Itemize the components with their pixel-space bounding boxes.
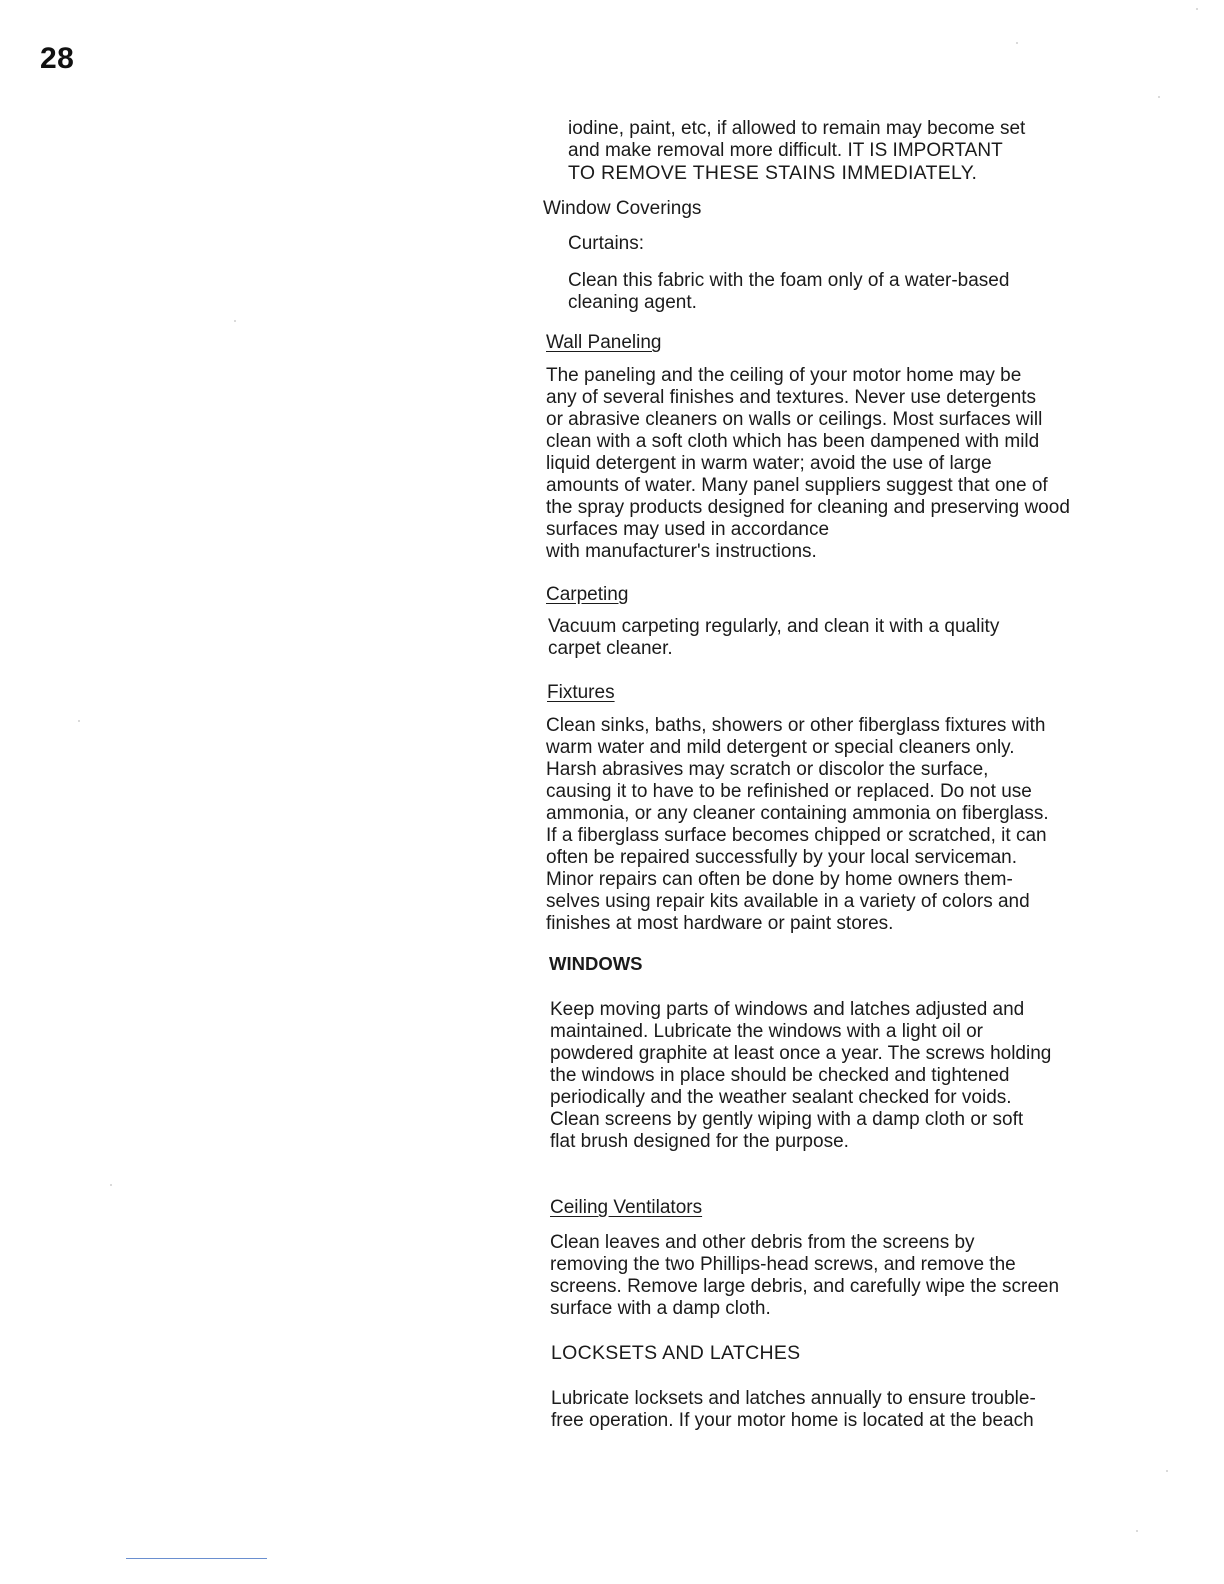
locksets-paragraph (551, 1388, 1036, 1432)
wall-paneling-line: surfaces may used in accordance (546, 519, 830, 540)
locksets-heading: LOCKSETS AND LATCHES (551, 1342, 801, 1364)
windows-line: periodically and the weather sealant checked for voids. (550, 1087, 1012, 1108)
fixtures-line: finishes at most hardware or paint stores. (546, 913, 894, 934)
intro-line: iodine, paint, etc, if allowed to remain may become set (568, 118, 1026, 139)
wall-paneling-line: the spray products designed for cleaning and preserving wood (546, 497, 1070, 518)
scan-speck (1158, 96, 1160, 98)
fixtures-paragraph (546, 715, 1049, 935)
scan-speck (234, 320, 236, 322)
scan-speck (1136, 1530, 1138, 1532)
curtains-line: Clean this fabric with the foam only of a water-based (568, 270, 1010, 291)
fixtures-line: causing it to have to be refinished or replaced. Do not use (546, 781, 1032, 802)
fixtures-line: Clean sinks, baths, showers or other fiberglass fixtures with (546, 715, 1046, 736)
carpeting-line: Vacuum carpeting regularly, and clean it with a quality (548, 616, 1000, 637)
wall-paneling-paragraph (546, 365, 1070, 563)
wall-paneling-line: liquid detergent in warm water; avoid the use of large (546, 453, 992, 474)
windows-line: Clean screens by gently wiping with a damp cloth or soft (550, 1109, 1024, 1130)
fixtures-heading: Fixtures (547, 682, 615, 703)
fixtures-line: often be repaired successfully by your local serviceman. (546, 847, 1018, 868)
fixtures-line: warm water and mild detergent or special cleaners only. (546, 737, 1015, 758)
curtains-subheading: Curtains: (568, 233, 645, 254)
locksets-line: free operation. If your motor home is located at the beach (551, 1410, 1034, 1431)
scan-speck (1166, 1470, 1168, 1472)
scan-speck (1196, 8, 1198, 10)
fixtures-line: Minor repairs can often be done by home owners them- (546, 869, 1013, 890)
windows-line: maintained. Lubricate the windows with a light oil or (550, 1021, 984, 1042)
windows-heading: WINDOWS (549, 953, 643, 974)
curtains-line: cleaning agent. (568, 292, 697, 313)
intro-line: TO REMOVE THESE STAINS IMMEDIATELY. (568, 162, 978, 184)
scan-speck (1016, 42, 1018, 44)
page-number: 28 (40, 42, 75, 75)
fixtures-line: selves using repair kits available in a variety of colors and (546, 891, 1030, 912)
ceiling-ventilators-heading: Ceiling Ventilators (550, 1197, 703, 1218)
footer-rule (126, 1558, 267, 1559)
fixtures-line: If a fiberglass surface becomes chipped or scratched, it can (546, 825, 1047, 846)
ceiling-ventilators-line: screens. Remove large debris, and carefully wipe the screen (550, 1276, 1060, 1297)
ceiling-ventilators-line: Clean leaves and other debris from the screens by (550, 1232, 975, 1253)
wall-paneling-line: amounts of water. Many panel suppliers suggest that one of (546, 475, 1048, 496)
wall-paneling-line: The paneling and the ceiling of your motor home may be (546, 365, 1022, 386)
windows-line: powdered graphite at least once a year. The screws holding (550, 1043, 1052, 1064)
intro-line: and make removal more difficult. IT IS IMPORTANT (568, 140, 1003, 161)
wall-paneling-line: or abrasive cleaners on walls or ceilings. Most surfaces will (546, 409, 1043, 430)
locksets-line: Lubricate locksets and latches annually to ensure trouble- (551, 1388, 1036, 1409)
wall-paneling-line: with manufacturer's instructions. (546, 541, 817, 562)
curtains-paragraph (568, 270, 1009, 314)
carpeting-heading: Carpeting (546, 584, 629, 605)
fixtures-line: ammonia, or any cleaner containing ammonia on fiberglass. (546, 803, 1049, 824)
ceiling-ventilators-line: surface with a damp cloth. (550, 1298, 771, 1319)
ceiling-ventilators-line: removing the two Phillips-head screws, and remove the (550, 1254, 1016, 1275)
intro-paragraph (568, 118, 1025, 184)
wall-paneling-line: clean with a soft cloth which has been dampened with mild (546, 431, 1040, 452)
wall-paneling-heading: Wall Paneling (546, 332, 662, 353)
wall-paneling-line: any of several finishes and textures. Never use detergents (546, 387, 1037, 408)
windows-line: Keep moving parts of windows and latches adjusted and (550, 999, 1025, 1020)
windows-line: flat brush designed for the purpose. (550, 1131, 849, 1152)
windows-line: the windows in place should be checked and tightened (550, 1065, 1010, 1086)
scan-speck (110, 1184, 112, 1186)
fixtures-line: Harsh abrasives may scratch or discolor the surface, (546, 759, 989, 780)
carpeting-paragraph (548, 616, 999, 660)
ceiling-ventilators-paragraph (550, 1232, 1059, 1320)
window-coverings-heading: Window Coverings (543, 198, 702, 219)
carpeting-line: carpet cleaner. (548, 638, 673, 659)
scan-speck (78, 720, 80, 722)
windows-paragraph (550, 999, 1051, 1153)
